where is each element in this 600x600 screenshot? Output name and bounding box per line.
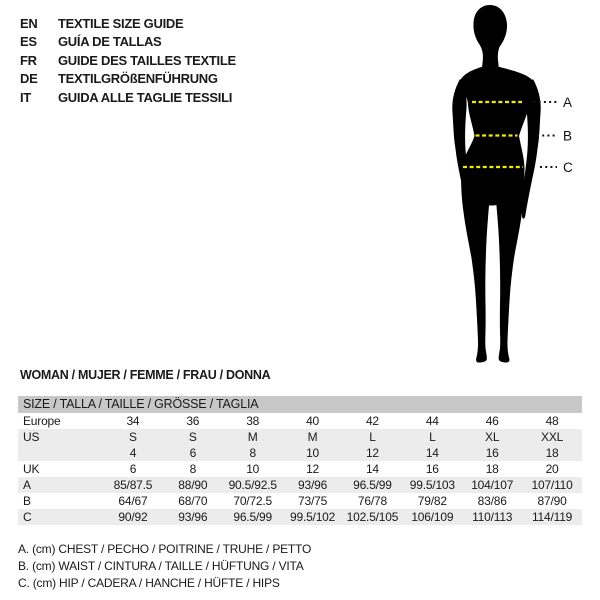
language-title-row xyxy=(20,14,236,33)
table-cell: M xyxy=(247,430,258,444)
table-cell: 12 xyxy=(365,446,379,460)
table-cell: 16 xyxy=(425,462,439,476)
table-cell: 104/107 xyxy=(471,478,514,492)
measurement-legend xyxy=(18,541,311,592)
table-cell: 14 xyxy=(425,446,439,460)
language-title-list xyxy=(20,14,236,107)
table-cell: 46 xyxy=(485,414,499,428)
table-row-label: Europe xyxy=(23,414,61,428)
size-table-body xyxy=(18,413,582,525)
table-row xyxy=(18,477,582,493)
table-cell: 10 xyxy=(306,446,320,460)
legend-line: B. (cm) WAIST / CINTURA / TAILLE / HÜFTUNG / VITA xyxy=(18,559,304,573)
table-cell: 87/90 xyxy=(537,494,567,508)
table-cell: 102.5/105 xyxy=(346,510,399,524)
language-code: IT xyxy=(20,89,31,105)
table-cell: 6 xyxy=(189,446,197,460)
table-cell: 64/67 xyxy=(118,494,148,508)
chest-label: A xyxy=(563,95,573,110)
size-table xyxy=(18,396,582,525)
table-cell: 14 xyxy=(365,462,379,476)
table-cell: 20 xyxy=(545,462,559,476)
table-row xyxy=(18,429,582,445)
hip-label: C xyxy=(563,160,573,175)
table-cell: XL xyxy=(485,430,500,444)
table-cell: 85/87.5 xyxy=(113,478,153,492)
table-cell: M xyxy=(307,430,318,444)
table-row-label: UK xyxy=(23,462,40,476)
table-cell: 93/96 xyxy=(178,510,208,524)
table-cell: 6 xyxy=(129,462,137,476)
language-guide-title: TEXTILE SIZE GUIDE xyxy=(58,15,184,31)
table-cell: 18 xyxy=(485,462,499,476)
language-title-row xyxy=(20,33,236,52)
table-cell: 107/110 xyxy=(531,478,573,492)
language-title-row xyxy=(20,51,236,70)
table-cell: 68/70 xyxy=(178,494,208,508)
table-cell: 18 xyxy=(545,446,559,460)
table-cell: L xyxy=(369,430,376,444)
language-guide-title: GUIDE DES TAILLES TEXTILE xyxy=(58,52,236,68)
woman-silhouette-head xyxy=(473,5,507,67)
language-code: DE xyxy=(20,71,38,87)
language-guide-title: GUIDA ALLE TAGLIE TESSILI xyxy=(58,89,233,105)
woman-silhouette-left-leg xyxy=(461,166,490,363)
legend-line: A. (cm) CHEST / PECHO / POITRINE / TRUHE / PETTO xyxy=(18,542,312,556)
table-cell: 99.5/102 xyxy=(290,510,336,524)
language-code: FR xyxy=(20,52,37,68)
language-code: EN xyxy=(20,15,38,31)
language-code: ES xyxy=(20,34,37,50)
table-cell: 106/109 xyxy=(411,510,454,524)
table-cell: 12 xyxy=(306,462,320,476)
table-cell: 4 xyxy=(129,446,137,460)
table-cell: 93/96 xyxy=(298,478,328,492)
table-cell: 34 xyxy=(126,414,140,428)
table-cell: 40 xyxy=(306,414,320,428)
table-row-label: C xyxy=(23,510,32,524)
table-cell: 10 xyxy=(246,462,260,476)
table-cell: 90.5/92.5 xyxy=(228,478,277,492)
table-cell: 90/92 xyxy=(118,510,148,524)
language-guide-title: TEXTILGRÖßENFÜHRUNG xyxy=(58,71,218,87)
table-cell: 110/113 xyxy=(472,510,513,524)
table-cell: 96.5/99 xyxy=(233,510,272,524)
woman-silhouette-right-leg xyxy=(496,166,525,363)
table-row-label xyxy=(18,445,103,461)
table-row-label: B xyxy=(23,494,31,508)
table-cell: 83/86 xyxy=(477,494,507,508)
waist-label: B xyxy=(563,128,573,144)
size-table-header: SIZE / TALLA / TAILLE / GRÖSSE / TAGLIA xyxy=(18,396,582,413)
table-row-label: A xyxy=(23,478,31,492)
table-row xyxy=(18,445,582,461)
table-row-label: US xyxy=(23,430,40,444)
table-cell: 44 xyxy=(425,414,439,428)
table-cell: 96.5/99 xyxy=(353,478,392,492)
table-cell: 73/75 xyxy=(298,494,328,508)
table-cell: 36 xyxy=(186,414,200,428)
table-cell: 99.5/103 xyxy=(409,478,455,492)
table-cell: 114/119 xyxy=(531,510,573,524)
table-row xyxy=(18,461,582,477)
table-cell: S xyxy=(188,430,197,444)
table-row xyxy=(18,509,582,525)
table-cell: S xyxy=(129,430,137,444)
table-row xyxy=(18,413,582,429)
table-cell: L xyxy=(429,430,436,444)
section-title-woman: WOMAN / MUJER / FEMME / FRAU / DONNA xyxy=(20,368,271,382)
language-title-row xyxy=(20,70,236,89)
table-cell: 76/78 xyxy=(357,494,387,508)
woman-silhouette-figure xyxy=(440,0,600,380)
language-title-row xyxy=(20,88,236,107)
table-cell: 8 xyxy=(189,462,197,476)
table-row xyxy=(18,493,582,509)
language-guide-title: GUÍA DE TALLAS xyxy=(58,34,162,50)
table-cell: 70/72.5 xyxy=(233,494,272,508)
table-cell: 16 xyxy=(485,446,499,460)
table-cell: 38 xyxy=(246,414,260,428)
legend-line: C. (cm) HIP / CADERA / HANCHE / HÜFTE / HIPS xyxy=(18,576,280,590)
table-cell: 8 xyxy=(249,446,256,460)
table-cell: XXL xyxy=(541,430,564,444)
table-cell: 42 xyxy=(365,414,379,428)
table-cell: 48 xyxy=(545,414,559,428)
table-cell: 79/82 xyxy=(417,494,447,508)
table-cell: 88/90 xyxy=(178,478,208,492)
